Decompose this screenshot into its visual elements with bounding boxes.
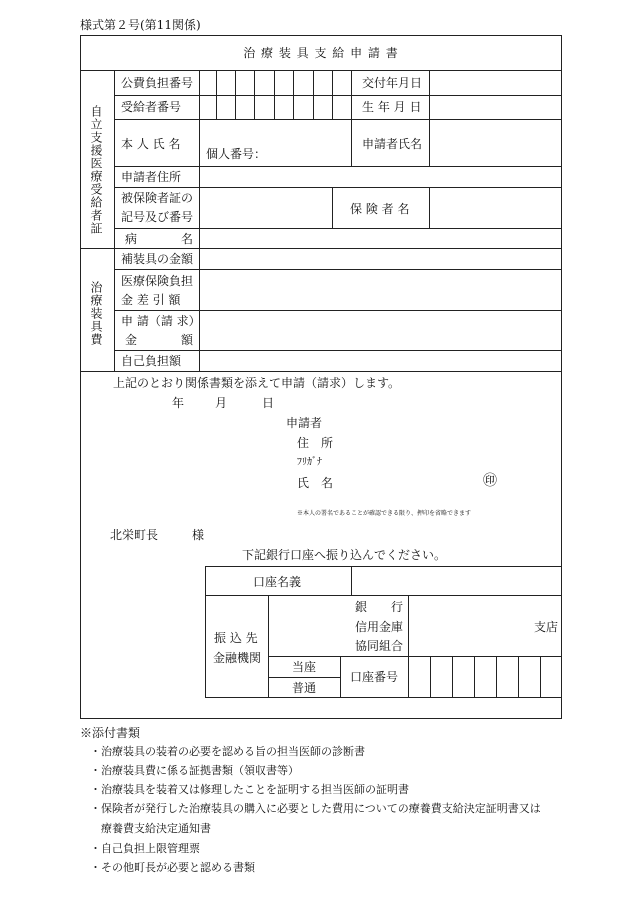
person-name-label: 本 人 氏 名 [121,137,181,151]
section2-label: 治療装具費 [89,281,103,346]
addressee-honorific: 様 [192,528,205,542]
branch-label: 支店 [534,620,559,634]
attachment-item: ・その他町長が必要と認める書類 [90,861,255,874]
applicant-address-label: 申請者住所 [121,170,182,184]
attachment-item: ・治療装具費に係る証拠書類（領収書等） [90,764,299,777]
deduction-label-2: 金 差 引 額 [121,293,181,307]
credit-union-option: 信用金庫 [355,620,404,634]
applicant-name-label: 申請者氏名 [362,137,423,151]
request-label-2a: 金 [125,333,138,347]
form-title: 治 療 装 具 支 給 申 請 書 [243,46,399,60]
issue-date-label: 交付年月日 [362,76,423,90]
bank-option: 銀 行 [355,600,404,614]
signature-note: ※本人の署名であることが確認できる限り、押印を省略できます [297,510,472,517]
birth-date-label: 生 年 月 日 [362,100,422,114]
declaration-statement: 上記のとおり関係書類を添えて申請（請求）します。 [113,376,401,390]
checking-option: 当座 [292,660,317,674]
my-number-label: 個人番号： [206,147,267,161]
insurance-card-label-1: 被保険者証の [121,191,194,205]
insurer-name-label: 保 険 者 名 [350,202,410,216]
attachment-item: ・治療装具を装着又は修理したことを証明する担当医師の証明書 [90,783,409,796]
name-label: 氏 名 [297,476,334,490]
deduction-label-1: 医療保険負担 [121,274,194,288]
request-label-1: 申 請（請 求） [121,314,201,328]
ordinary-option: 普通 [292,681,317,695]
insurance-card-label-2: 記号及び番号 [121,210,194,224]
recipient-number-label: 受給者番号 [121,100,182,114]
public-burden-number-label: 公費負担番号 [121,76,194,90]
form-number: 様式第２号(第11関係) [80,18,201,32]
date-month-label: 月 [215,396,228,410]
seal-mark: ㊞ [483,473,497,489]
attachment-item: ・自己負担上限管理票 [90,842,200,855]
attachment-item: 療養費支給決定通知書 [90,822,211,835]
attachment-item: ・保険者が発行した治療装具の購入に必要とした費用についての療養費支給決定証明書又は [90,802,541,815]
address-label: 住 所 [297,436,334,450]
furigana-label: ﾌﾘｶﾞﾅ [297,457,322,468]
cooperative-option: 協同組合 [355,639,404,653]
self-pay-label: 自己負担額 [121,354,182,368]
device-amount-label: 補装具の金額 [121,252,194,266]
attachment-item: ・治療装具の装着の必要を認める旨の担当医師の診断書 [90,745,365,758]
account-holder-label: 口座名義 [253,575,302,589]
bank-instruction: 下記銀行口座へ振り込んでください。 [242,548,447,562]
applicant-label: 申請者 [286,416,323,430]
date-year-label: 年 [172,396,185,410]
section1-label: 自立支援医療受給者証 [89,105,103,235]
transfer-to-label-1: 振 込 先 [214,631,258,645]
disease-name-label-1: 病 [125,232,138,246]
transfer-to-label-2: 金融機関 [213,651,262,665]
attachments-heading: ※添付書類 [80,726,141,740]
request-label-2b: 額 [181,333,194,347]
addressee: 北栄町長 [110,528,159,542]
disease-name-label-2: 名 [181,232,194,246]
date-day-label: 日 [262,396,275,410]
account-number-label: 口座番号 [350,670,399,684]
